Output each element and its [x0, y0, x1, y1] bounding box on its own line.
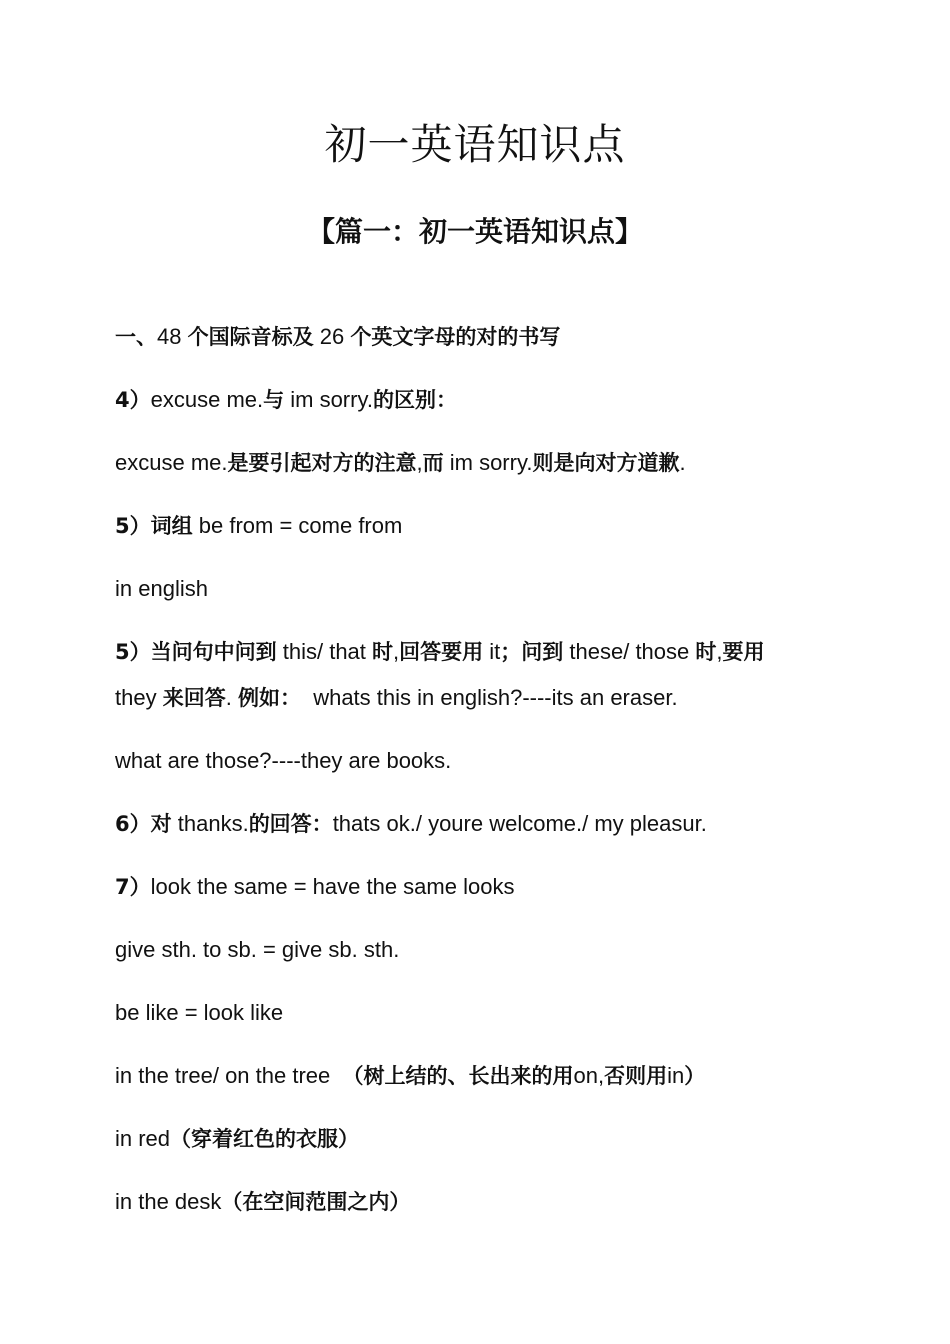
point-4-explanation: excuse me.是要引起对方的注意,而 im sorry.则是向对方道歉. — [115, 450, 686, 475]
phrase-in-english: in english — [115, 576, 208, 601]
phrase-in-red: in red（穿着红色的衣服） — [115, 1126, 360, 1151]
phrase-give: give sth. to sb. = give sb. sth. — [115, 937, 400, 962]
section-subtitle: 【篇一：初一英语知识点】 — [306, 215, 643, 248]
page-title: 初一英语知识点 — [324, 120, 626, 169]
heading-phonetics: 一、48 个国际音标及 26 个英文字母的对的书写 — [115, 324, 561, 349]
point-5-example: they 来回答. 例如： whats this in english?----its an eraser. — [115, 685, 678, 710]
point-7-look-same: 7）look the same = have the same looks — [115, 874, 515, 899]
phrase-be-like: be like = look like — [115, 1000, 284, 1025]
example-those: what are those?----they are books. — [115, 748, 452, 773]
phrase-in-desk: in the desk（在空间范围之内） — [115, 1189, 411, 1214]
phrase-in-tree: in the tree/ on the tree （树上结的、长出来的用on,否则用in） — [115, 1063, 706, 1088]
point-4-heading: 4）excuse me.与 im sorry.的区别： — [115, 387, 457, 412]
point-6-thanks: 6）对 thanks.的回答：thats ok./ youre welcome./ my pleasur. — [115, 811, 707, 836]
point-5-rule: 5）当问句中问到 this/ that 时,回答要用 it；问到 these/ those 时,要用 — [115, 639, 765, 664]
point-5-phrase: 5）词组 be from = come from — [115, 513, 403, 538]
